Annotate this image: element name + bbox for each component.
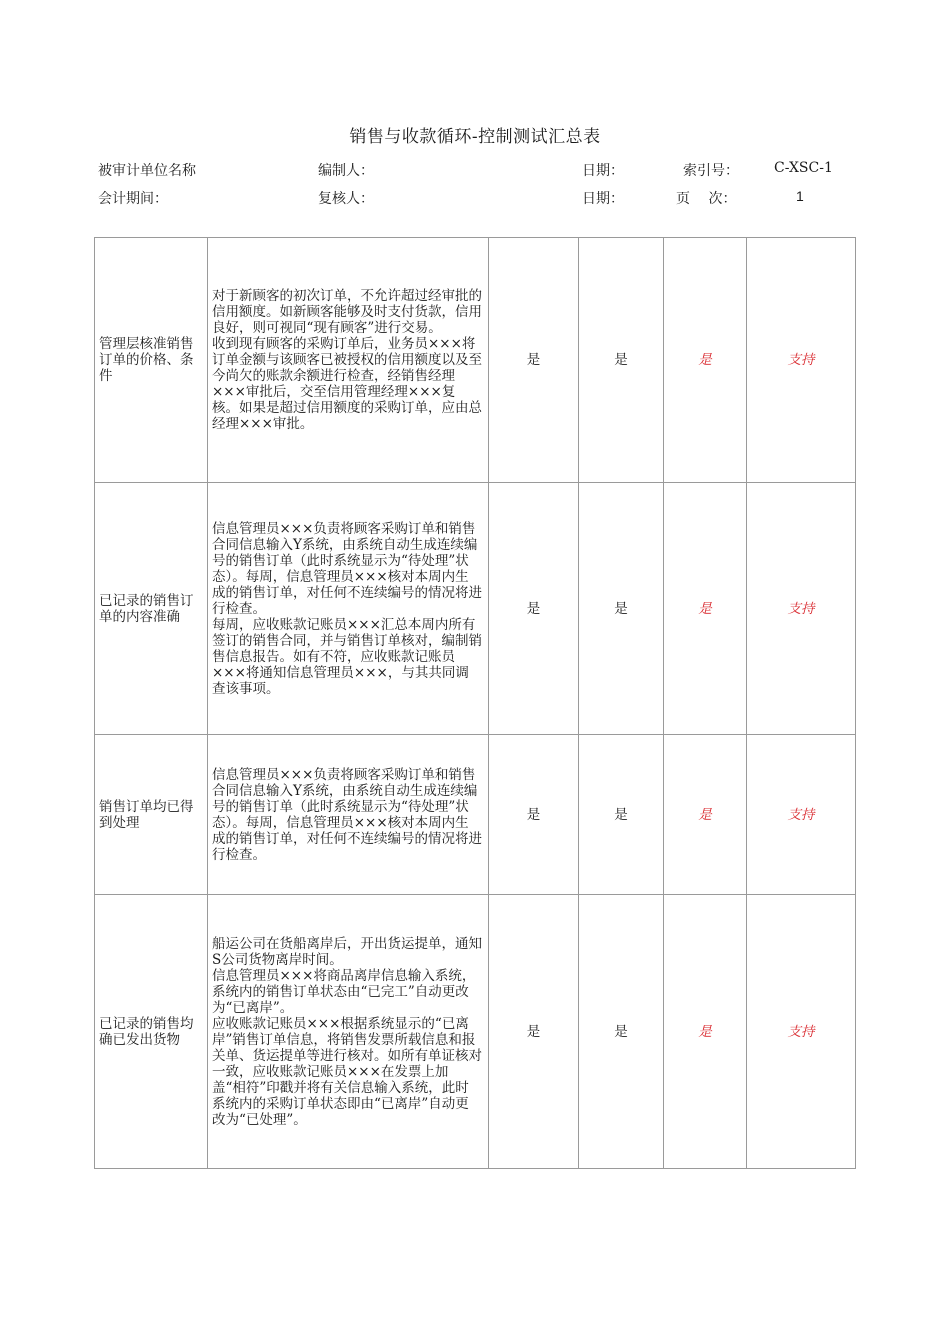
date-label-2: 日期： [582,191,624,207]
result-cell: 是 [579,895,664,1169]
description-paragraph: 应收账款记账员×××根据系统显示的“已离岸”销售订单信息，将销售发票所载信息和报关单、货运提单等进行核对。如所有单证核对一致，应收账款记账员×××在发票上加盖“相符”印戳并将有关信息输入系统，此时系统内的采购订单状态即由“已离岸”自动更改为“已处理”。 [212,1015,482,1128]
conclusion-cell: 是 [664,483,747,735]
description-paragraph: 每周，应收账款记账员×××汇总本周内所有签订的销售合同，并与销售订单核对，编制销售信息报告。如有不符，应收账款记账员×××将通知信息管理员×××，与其共同调查该事项。 [212,616,482,697]
control-objective: 销售订单均已得到处理 [95,735,208,895]
description-paragraph: 信息管理员×××负责将顾客采购订单和销售合同信息输入Y系统，由系统自动生成连续编号的销售订单（此时系统显示为“待处理”状态）。每周，信息管理员×××核对本周内生成的销售订单，对任何不连续编号的情况将进行检查。 [212,766,482,863]
control-objective: 管理层核准销售订单的价格、条件 [95,238,208,483]
entity-label: 被审计单位名称 [98,163,196,179]
description-paragraph: 收到现有顾客的采购订单后，业务员×××将订单金额与该顾客已被授权的信用额度以及至今尚欠的账款余额进行检查，经销售经理×××审批后，交至信用管理经理×××复核。如果是超过信用额度的采购订单，应由总经理×××审批。 [212,336,482,432]
description-paragraph: 信息管理员×××负责将顾客采购订单和销售合同信息输入Y系统，由系统自动生成连续编号的销售订单（此时系统显示为“待处理”状态）。每周，信息管理员×××核对本周内生成的销售订单，对任何不连续编号的情况将进行检查。 [212,520,482,617]
description-paragraph: 信息管理员×××将商品离岸信息输入系统，系统内的销售订单状态由“已完工”自动更改为“已离岸”。 [212,967,476,1016]
preparer-label: 编制人： [318,163,374,179]
support-cell: 支持 [747,238,856,483]
table-row [95,238,856,483]
description-paragraph: 对于新顾客的初次订单，不允许超过经审批的信用额度。如新顾客能够及时支付货款，信用良好，则可视同“现有顾客”进行交易。 [212,288,482,336]
control-description [208,483,489,735]
page-value: 1 [796,188,804,204]
result-cell: 是 [579,483,664,735]
control-description [208,895,489,1169]
result-cell: 是 [489,238,579,483]
result-cell: 是 [489,895,579,1169]
table-row [95,895,856,1169]
reviewer-label: 复核人： [318,191,374,207]
conclusion-cell: 是 [664,735,747,895]
result-cell: 是 [579,735,664,895]
index-label: 索引号： [683,163,739,179]
index-value: C-XSC-1 [774,160,833,176]
control-test-table [94,237,856,1169]
table-row [95,483,856,735]
conclusion-cell: 是 [664,895,747,1169]
conclusion-cell: 是 [664,238,747,483]
table-row [95,735,856,895]
support-cell: 支持 [747,895,856,1169]
support-cell: 支持 [747,735,856,895]
result-cell: 是 [489,735,579,895]
support-cell: 支持 [747,483,856,735]
description-paragraph: 船运公司在货船离岸后，开出货运提单，通知S公司货物离岸时间。 [212,935,482,968]
result-cell: 是 [489,483,579,735]
page-title: 销售与收款循环-控制测试汇总表 [349,127,601,147]
period-label: 会计期间： [98,191,168,207]
result-cell: 是 [579,238,664,483]
control-description [208,735,489,895]
page-label: 页 次： [676,191,737,207]
control-description [208,238,489,483]
control-objective: 已记录的销售均确已发出货物 [95,895,208,1169]
date-label-1: 日期： [582,163,624,179]
control-objective: 已记录的销售订单的内容准确 [95,483,208,735]
